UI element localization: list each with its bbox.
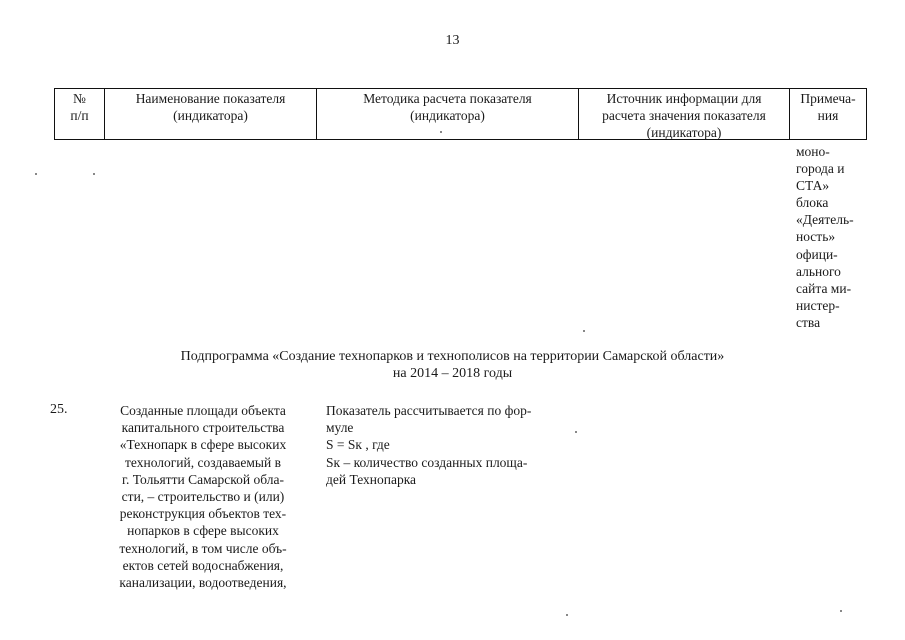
calculation-method-line: муле [326, 420, 354, 436]
header-text: Источник информации для [606, 91, 762, 106]
header-col-source [578, 89, 789, 139]
notes-continuation [796, 143, 866, 331]
indicator-name-line: «Технопарк в сфере высоких [119, 437, 287, 453]
calculation-method-line: Показатель рассчитывается по фор- [326, 403, 532, 418]
header-text: ния [817, 108, 839, 123]
header-text: (индикатора) [173, 108, 248, 123]
page-number: 13 [445, 33, 460, 48]
indicator-name-line: Созданные площади объекта [120, 403, 286, 418]
scan-speck [35, 173, 37, 175]
scan-speck [93, 173, 95, 175]
scan-speck [566, 614, 568, 616]
row-number: 25. [50, 402, 68, 417]
indicator-name-line: капитального строительства [121, 420, 285, 436]
indicator-name-line: ектов сетей водоснабжения, [122, 557, 284, 573]
scan-speck [840, 610, 842, 612]
notes-line: офици- [796, 246, 838, 262]
calculation-method-line: S = Sк , где [326, 437, 390, 453]
notes-line: «Деятель- [796, 212, 854, 228]
indicator-name-line: нопарков в сфере высоких [127, 523, 279, 539]
header-text: Наименование показателя [135, 91, 286, 106]
notes-line: нистер- [796, 297, 840, 313]
scan-speck [583, 330, 585, 332]
calculation-method-line: Sк – количество созданных площа- [326, 454, 528, 470]
header-text: Примеча- [800, 91, 856, 106]
header-text: Методика расчета показателя [363, 91, 532, 106]
notes-line: ального [796, 263, 841, 279]
notes-line: СТА» [796, 178, 830, 194]
notes-line: ность» [796, 229, 836, 245]
header-col-notes [789, 89, 867, 139]
indicator-name-line: технологий, создаваемый в [125, 454, 281, 470]
calculation-method-line: дей Технопарка [326, 471, 417, 487]
indicator-name-line: канализации, водоотведения, [119, 575, 287, 591]
header-text: № [73, 91, 86, 106]
subprogram-title-line: на 2014 – 2018 годы [392, 366, 513, 381]
scan-speck [440, 131, 442, 133]
notes-line: города и [796, 161, 845, 177]
indicator-name-line: технологий, в том числе объ- [119, 540, 287, 556]
calculation-method [326, 402, 576, 488]
notes-line: моно- [796, 144, 830, 159]
indicator-name-line: г. Тольятти Самарской обла- [122, 471, 284, 487]
header-text: (индикатора) [646, 125, 722, 140]
header-col-name [104, 89, 316, 139]
scan-speck [575, 431, 577, 433]
header-text: (индикатора) [410, 108, 485, 123]
header-col-method [316, 89, 578, 139]
notes-line: ства [796, 314, 821, 330]
subprogram-title [0, 348, 905, 382]
subprogram-title-line: Подпрограмма «Создание технопарков и технополисов на территории Самарской области» [180, 349, 725, 364]
header-text: расчета значения показателя [602, 108, 766, 123]
notes-line: блока [796, 195, 829, 211]
notes-line: сайта ми- [796, 280, 852, 296]
indicator-name-line: реконструкция объектов тех- [119, 506, 287, 522]
header-text: п/п [70, 108, 89, 123]
indicator-name-line: сти, – строительство и (или) [121, 489, 285, 505]
table-header [54, 88, 867, 140]
header-col-number [54, 89, 104, 139]
indicator-name [99, 402, 307, 591]
